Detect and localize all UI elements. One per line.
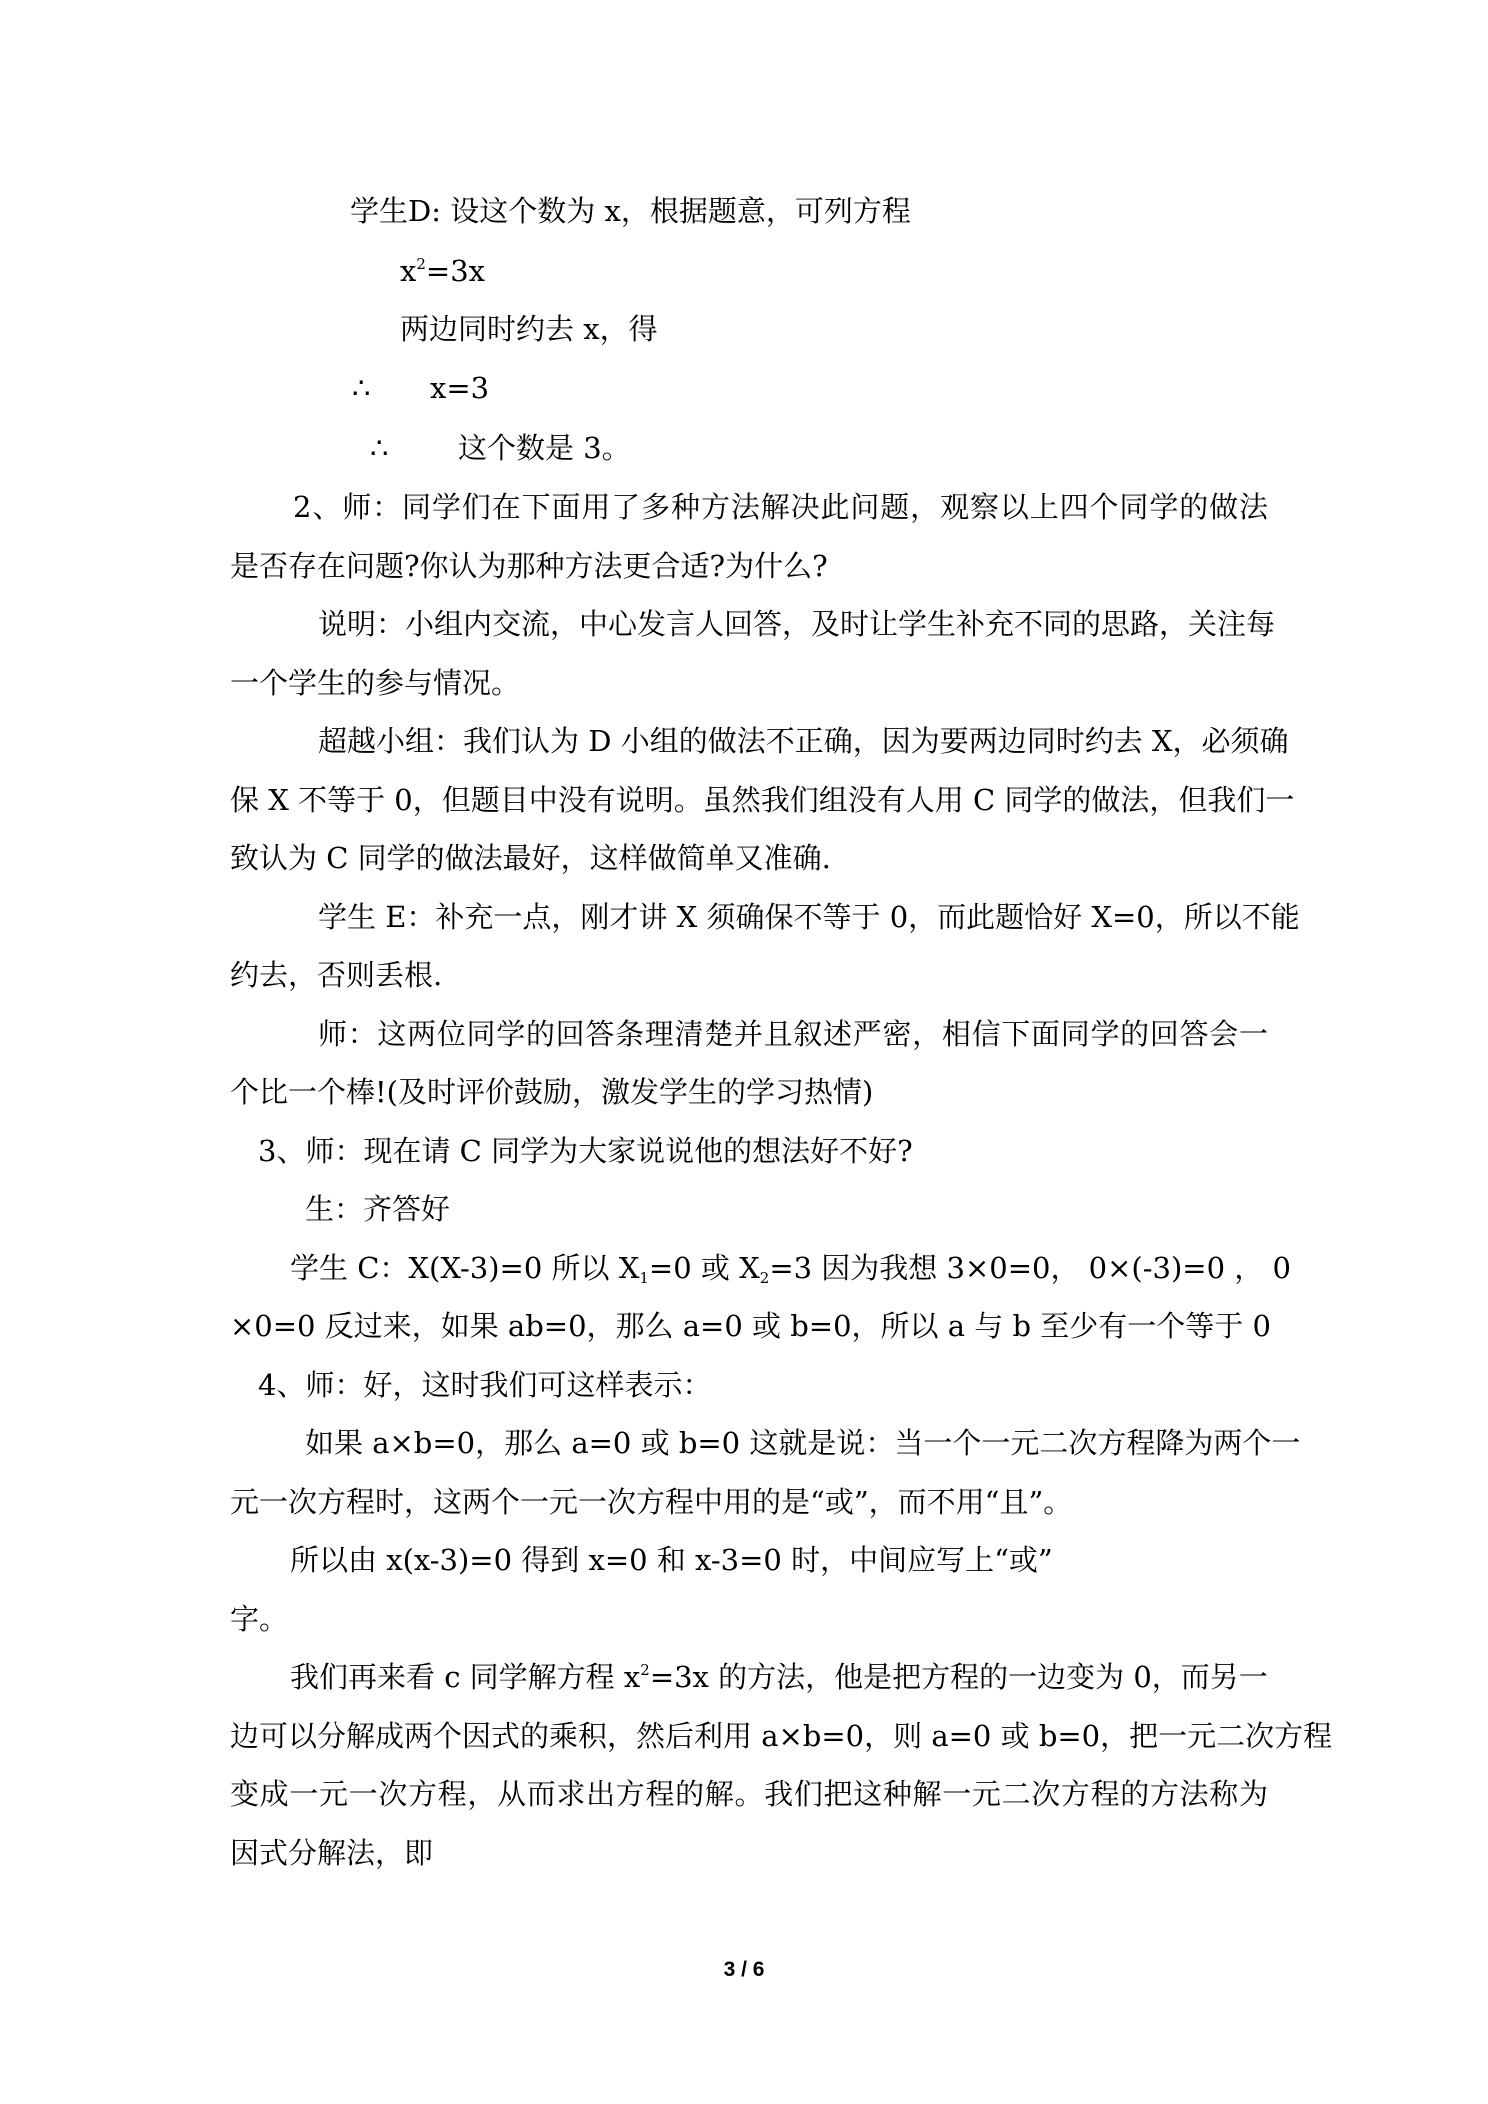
- rule-explanation-line: 元一次方程时，这两个一元一次方程中用的是“或”，而不用“且”。: [230, 1485, 1073, 1519]
- result-x-equals-3: x=3: [430, 371, 490, 405]
- group-answer-line: 保 X 不等于 0，但题目中没有说明。虽然我们组没有人用 C 同学的做法，但我们一: [230, 783, 1295, 817]
- method-summary-part: =3x 的方法，他是把方程的一边变为 0，而另一: [649, 1660, 1268, 1694]
- rule-application-line: 所以由 x(x-3)=0 得到 x=0 和 x-3=0 时，中间应写上“或”: [290, 1543, 1053, 1577]
- equation-var: x: [400, 254, 417, 288]
- explanation-line: 一个学生的参与情况。: [230, 666, 521, 700]
- subscript: 1: [639, 1269, 649, 1287]
- page-number: 3 / 6: [723, 1958, 765, 1981]
- student-c-line: [290, 1250, 1291, 1286]
- superscript: 2: [416, 255, 426, 273]
- explanation-line: 说明：小组内交流，中心发言人回答，及时让学生补充不同的思路，关注每: [318, 607, 1276, 641]
- method-summary-line: 因式分解法，即: [230, 1836, 434, 1870]
- teacher-step-3: 3、师：现在请 C 同学为大家说说他的想法好不好?: [258, 1134, 913, 1168]
- student-c-line: ×0=0 反过来，如果 ab=0，那么 a=0 或 b=0，所以 a 与 b 至少有一个等于 0: [230, 1309, 1271, 1343]
- group-answer-line: 超越小组：我们认为 D 小组的做法不正确，因为要两边同时约去 X，必须确: [318, 724, 1289, 758]
- student-e-line: 约去，否则丢根.: [230, 958, 443, 992]
- conclusion-line: 这个数是 3。: [458, 431, 631, 465]
- rule-application-line: 字。: [230, 1602, 289, 1636]
- chorus-answer: 生：齐答好: [305, 1192, 451, 1226]
- method-summary-line: [290, 1659, 1268, 1695]
- method-summary-line: 边可以分解成两个因式的乘积，然后利用 a×b=0，则 a=0 或 b=0，把一元二次方程: [230, 1719, 1333, 1753]
- student-c-part: 学生 C：X(X-3)=0 所以 X: [290, 1251, 640, 1285]
- rule-explanation-line: 如果 a×b=0，那么 a=0 或 b=0 这就是说：当一个一元二次方程降为两个一: [305, 1426, 1301, 1460]
- group-answer-line: 致认为 C 同学的做法最好，这样做简单又准确.: [230, 841, 831, 875]
- therefore-symbol: ∴: [352, 371, 371, 405]
- method-summary-line: 变成一元一次方程，从而求出方程的解。我们把这种解一元二次方程的方法称为: [230, 1777, 1268, 1811]
- teacher-question-line: 2、师：同学们在下面用了多种方法解决此问题，观察以上四个同学的做法: [293, 490, 1268, 524]
- equation-x-squared: [400, 253, 485, 289]
- teacher-step-4: 4、师：好，这时我们可这样表示：: [258, 1368, 712, 1402]
- method-summary-part: 我们再来看 c 同学解方程 x: [290, 1660, 641, 1694]
- student-c-part: =3 因为我想 3×0=0， 0×(-3)=0 ， 0: [769, 1251, 1291, 1285]
- line-student-d: 学生D: 设这个数为 x，根据题意，可列方程: [350, 194, 911, 228]
- student-c-part: =0 或 X: [648, 1251, 760, 1285]
- line-cancel-x: 两边同时约去 x，得: [400, 312, 658, 346]
- superscript: 2: [640, 1661, 650, 1679]
- therefore-symbol: ∴: [370, 431, 389, 465]
- equation-rhs: =3x: [425, 254, 486, 288]
- teacher-question-line: 是否存在问题?你认为那种方法更合适?为什么?: [230, 549, 828, 583]
- subscript: 2: [759, 1269, 770, 1287]
- teacher-praise-line: 师：这两位同学的回答条理清楚并且叙述严密，相信下面同学的回答会一: [318, 1017, 1268, 1051]
- teacher-praise-line: 个比一个棒!(及时评价鼓励，激发学生的学习热情): [230, 1075, 874, 1109]
- student-e-line: 学生 E：补充一点，刚才讲 X 须确保不等于 0，而此题恰好 X=0，所以不能: [318, 900, 1300, 934]
